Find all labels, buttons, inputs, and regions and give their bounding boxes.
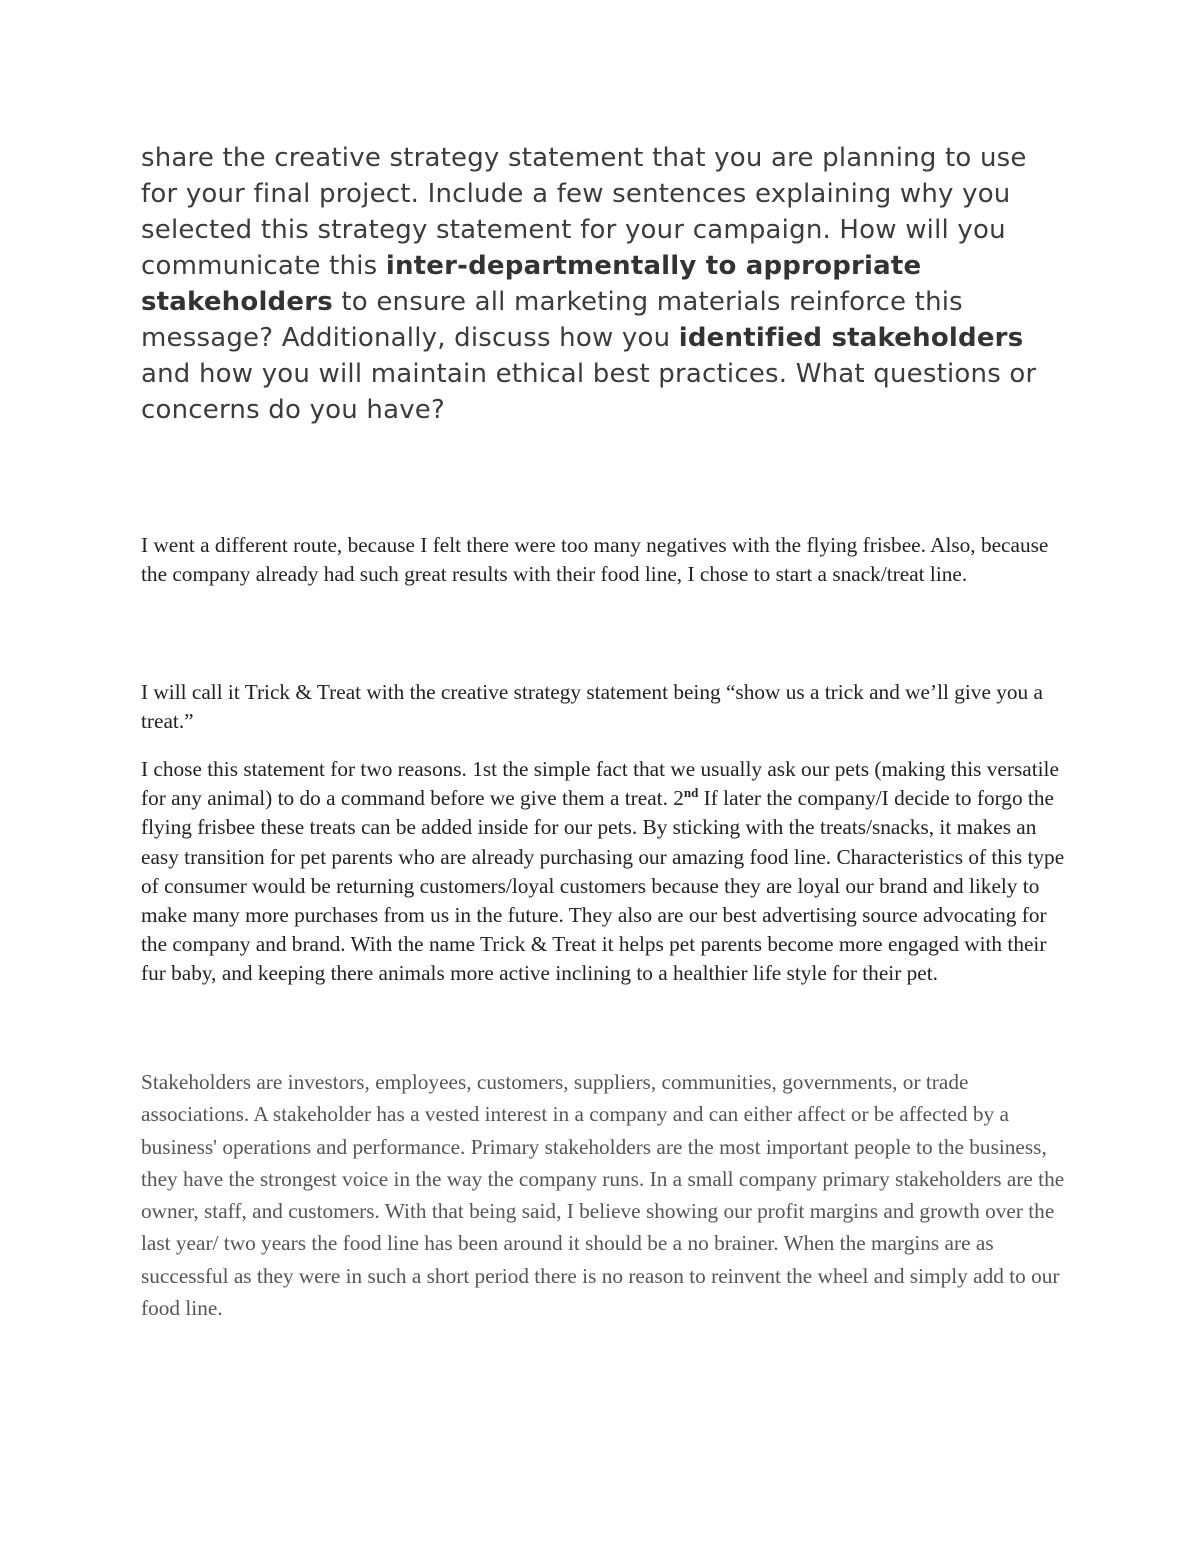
assignment-prompt <box>141 140 1071 428</box>
paragraph-reasons-part-1: I chose this statement for two reasons. 1st the simple fact that we usually ask our pets (making this versatile for any animal) to do a command before we give them a treat. 2 <box>141 757 1059 811</box>
paragraph-route: I went a different route, because I felt there were too many negatives with the flying frisbee. Also, because the company already had such great results with their food line, I chose to start a snack/treat line. <box>141 533 1049 587</box>
paragraph-strategy-statement: I will call it Trick & Treat with the creative strategy statement being “show us a trick and we’ll give you a treat.” <box>141 680 1043 734</box>
ordinal-suffix: nd <box>683 785 699 801</box>
prompt-text-1: share the creative strategy statement that you are planning to use for your final project. Include a few sentences explaining why you selected this strategy statement for your campaign. How will you communicate this <box>141 143 1027 281</box>
prompt-text-2: to ensure all marketing materials reinforce this message? Additionally, discuss how you <box>141 287 963 353</box>
prompt-text-3: and how you will maintain ethical best practices. What questions or concerns do you have? <box>141 359 1037 425</box>
prompt-bold-2: identified stakeholders <box>678 323 1024 353</box>
paragraph-reasons <box>141 755 1071 989</box>
paragraph-stakeholders: Stakeholders are investors, employees, customers, suppliers, communities, governments, or trade associations. A stakeholder has a vested interest in a company and can either affect or be affected by a business' operations and performance. Primary stakeholders are the most important people to the business, they have the strongest voice in the way the company runs. In a small company primary stakeholders are the owner, staff, and customers. With that being said, I believe showing our profit margins and growth over the last year/ two years the food line has been around it should be a no brainer. When the margins are as successful as they were in such a short period there is no reason to reinvent the wheel and simply add to our food line. <box>141 1070 1065 1321</box>
prompt-bold-1: inter-departmentally to appropriate stakeholders <box>141 251 922 317</box>
paragraph-reasons-part-2: If later the company/I decide to forgo the flying frisbee these treats can be added inside for our pets. By sticking with the treats/snacks, it makes an easy transition for pet parents who are already purchasing our amazing food line. Characteristics of this type of consumer would be returning customers/loyal customers because they are loyal our brand and likely to make many more purchases from us in the future. They also are our best advertising source advocating for the company and brand. With the name Trick & Treat it helps pet parents become more engaged with their fur baby, and keeping there animals more active inclining to a healthier life style for their pet. <box>141 786 1065 986</box>
